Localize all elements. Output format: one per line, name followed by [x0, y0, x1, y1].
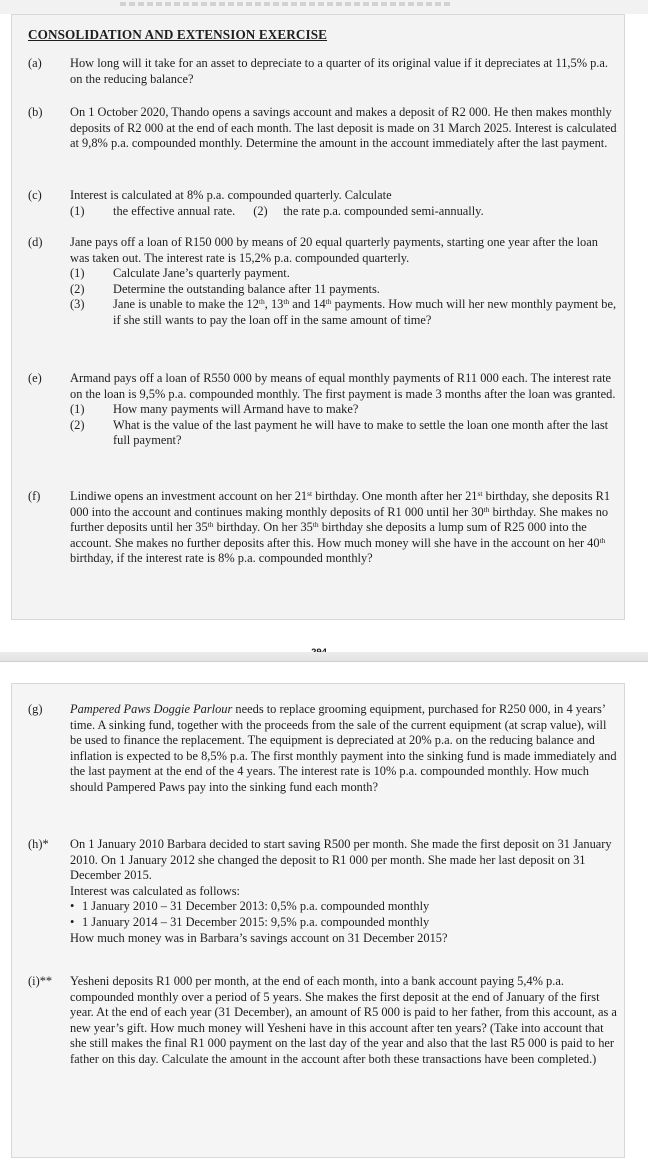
sub-text: Calculate Jane’s quarterly payment. [113, 266, 290, 281]
bullet-item: • 1 January 2010 – 31 December 2013: 0,5% p.a. compounded monthly [70, 899, 430, 914]
sub-question [70, 204, 618, 220]
bullet-item: • 1 January 2014 – 31 December 2015: 9,5% p.a. compounded monthly [70, 914, 430, 929]
sub-text: How many payments will Armand have to make? [113, 402, 359, 417]
ordinal: th [483, 504, 490, 514]
sub-text: the effective annual rate. [113, 203, 236, 218]
sub-text: , 13 [264, 297, 284, 312]
sub-question [70, 402, 618, 418]
heading: CONSOLIDATION AND EXTENSION EXERCISE [28, 27, 328, 42]
question-label: (b) [28, 105, 43, 119]
question-text [70, 702, 618, 796]
sub-number: (1) [70, 402, 85, 417]
bullet-text: 1 January 2010 – 31 December 2013: 0,5% p.a. compounded monthly [82, 899, 430, 914]
sub-number: (2) [253, 203, 268, 218]
text-part: birthday, if the interest rate is 8% p.a. compounded monthly? [70, 551, 373, 566]
question-text: On 1 October 2020, Thando opens a savings account and makes a deposit of R2 000. He then makes monthly deposits of R2 000 at the end of each month. The last deposit is made on 31 March 2025. Interest is calculated at 9,8% p.a. compounded monthly. Determine the amount in the account immediately after the last payment. [70, 105, 617, 151]
ordinal: st [307, 489, 313, 498]
sub-text: and 14 [289, 297, 326, 312]
text-part: Lindiwe opens an investment account on her 21 [70, 489, 308, 503]
bullet-text: 1 January 2014 – 31 December 2015: 9,5% p.a. compounded monthly [82, 914, 430, 929]
ordinal: st [477, 489, 483, 498]
question-text: How much money was in Barbara’s savings account on 31 December 2015? [70, 930, 448, 945]
sub-question [70, 418, 618, 449]
question-text: Yesheni deposits R1 000 per month, at the end of each month, into a bank account paying 5,4% p.a. compounded monthly over a period of 5 years. She makes the first deposit at the end of January of the first year. At the end of each year (31 December), an amount of R5 000 is paid to her father, from this account, as a new year’s gift. How much money will Yesheni have in this account after ten years? (Take into account that she still makes the final R1 000 payment on the last day of the year and also that the last R5 000 is paid to her father on this day. Calculate the amount in the account after both these transactions have been completed.) [70, 974, 617, 1066]
text-part: birthday she deposits a lump sum of R25 000 into the account. She makes no further deposits after this. How much money will she have in the account on her 40 [70, 520, 600, 550]
sub-text: Determine the outstanding balance after 11 payments. [113, 281, 380, 296]
question-text: On 1 January 2010 Barbara decided to start saving R500 per month. She made the first deposit on 31 January 2010. On 1 January 2012 she changed the deposit to R1 000 per month. She made her last deposit on 31 December 2015. [70, 837, 612, 883]
sub-number: (2) [70, 417, 85, 432]
text-part: birthday, she deposits R1 000 into the account and continues making monthly deposits of R1 000 until her 30 [70, 489, 611, 519]
question-label: (e) [28, 371, 42, 385]
question-text: Interest is calculated at 8% p.a. compounded quarterly. Calculate [70, 188, 392, 202]
question-label: (g) [28, 702, 43, 716]
sub-number: (3) [70, 297, 85, 312]
question-label: (a) [28, 56, 42, 70]
ordinal: th [258, 297, 265, 307]
question-label: (c) [28, 188, 42, 202]
top-strip [0, 0, 648, 14]
question-label: (f) [28, 489, 41, 503]
ordinal: th [599, 535, 606, 545]
question-label: (h)* [28, 837, 49, 851]
ordinal: th [325, 297, 332, 307]
question-text: Jane pays off a loan of R150 000 by means of 20 equal quarterly payments, starting one year after the loan was taken out. The interest rate is 15,2% p.a. compounded quarterly. [70, 235, 598, 265]
business-name: Pampered Paws Doggie Parlour [70, 702, 233, 716]
text-part: birthday. On her 35 [213, 520, 313, 535]
ordinal: th [283, 297, 290, 307]
faint-header-text [120, 2, 450, 6]
sub-text: What is the value of the last payment he will have to make to settle the loan one month after the last full payment? [113, 417, 609, 448]
question-text: How long will it take for an asset to depreciate to a quarter of its original value if it depreciates at 11,5% p.a. on the reducing balance? [70, 56, 609, 86]
exercise-box-1 [11, 14, 625, 620]
exercise-box-2 [11, 683, 625, 1158]
question-text [70, 489, 618, 567]
question-label: (d) [28, 235, 43, 249]
sub-question [70, 282, 618, 298]
ordinal: th [312, 520, 319, 530]
sub-question [70, 297, 618, 328]
text-part: needs to replace grooming equipment, purchased for R250 000, in 4 years’ time. A sinking fund, together with the proceeds from the sale of the current equipment (at scrap value), will be used to finance the replacement. The equipment is depreciated at 20% p.a. on the reducing balance and inflation is expected to be 8,5% p.a. The first monthly payment into the sinking fund is made immediately and the last payment at the end of the 4 years. The interest rate is 10% p.a. compounded monthly. How much should Pampered Paws pay into the sinking fund each month? [70, 702, 617, 794]
sub-number: (2) [70, 281, 85, 296]
sub-number: (1) [70, 203, 85, 218]
text-part: birthday. She makes no further deposits until her 35 [70, 504, 609, 535]
page-divider [0, 661, 648, 662]
sub-text: the rate p.a. compounded semi-annually. [283, 203, 484, 218]
sub-text: Jane is unable to make the 12 [113, 297, 259, 312]
sub-text: payments. How much will her new monthly payment be, if she still wants to pay the loan off in the same amount of time? [113, 297, 617, 327]
sub-number: (1) [70, 266, 85, 281]
text-part: birthday. One month after her 21 [312, 489, 478, 503]
question-text: Armand pays off a loan of R550 000 by means of equal monthly payments of R11 000 each. The interest rate on the loan is 9,5% p.a. compounded monthly. The first payment is made 3 months after the loan was granted. [70, 371, 616, 401]
ordinal: th [207, 520, 214, 530]
question-text: Interest was calculated as follows: [70, 883, 240, 898]
sub-question [70, 266, 618, 282]
question-label: (i)** [28, 974, 53, 988]
